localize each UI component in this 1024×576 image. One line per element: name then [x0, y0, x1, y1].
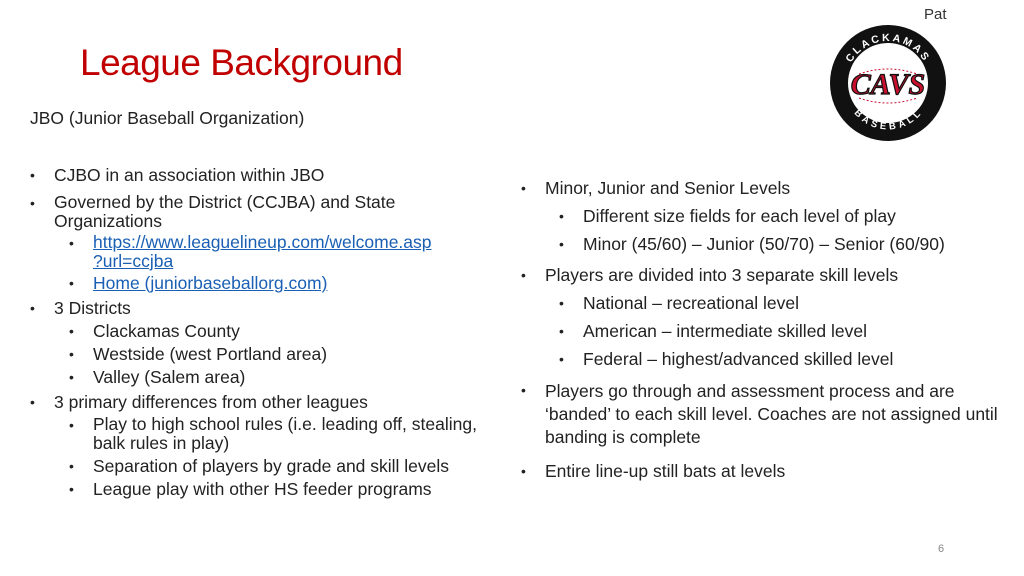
bullet-icon: • [30, 394, 35, 410]
bullet-icon: • [30, 195, 35, 211]
list-item [69, 273, 494, 294]
bullet-icon: • [30, 300, 35, 316]
bullet-icon: • [559, 208, 564, 224]
sub-list [69, 232, 494, 294]
list-item: • Valley (Salem area) [69, 367, 246, 387]
bullet-icon: • [69, 275, 74, 291]
bullet-icon: • [521, 180, 526, 196]
bullet-icon: • [69, 458, 74, 474]
list-item: • 3 primary differences from other leagues • Play to high school rules (i.e. leading off, stealing, balk rules in play) • Separation of players by grade and skill levels • League play with other HS feeder programs [54, 392, 494, 500]
list-item: • Entire line-up still bats at levels [521, 461, 786, 481]
bullet-icon: • [521, 267, 526, 283]
bullet-icon: • [559, 295, 564, 311]
logo-bottom-text: BASEBALL [851, 107, 925, 133]
bullet-icon: • [521, 463, 526, 479]
home-link[interactable]: Home (juniorbaseballorg.com) [93, 273, 328, 293]
list-item: • Minor (45/60) – Junior (50/70) – Senior (60/90) [559, 234, 945, 254]
bullet-icon: • [559, 351, 564, 367]
list-item: • Governed by the District (CCJBA) and State Organizations • https://www.leaguelineup.com/welcome.asp ?url=ccjba • Home (juniorbaseballorg.com) [54, 193, 494, 294]
bullet-icon: • [69, 417, 74, 433]
list-item: • 3 Districts • Clackamas County • Westside (west Portland area) • Valley (Salem area) [54, 298, 494, 388]
bullet-icon: • [69, 346, 74, 362]
list-item: • CJBO in an association within JBO [30, 165, 325, 185]
leaguelineup-link[interactable]: https://www.leaguelineup.com/welcome.asp ?url=ccjba [93, 232, 432, 271]
logo-top-text: CLACKAMAS [843, 31, 933, 65]
logo-main-text: CAVS [850, 68, 926, 101]
slide-subtitle: JBO (Junior Baseball Organization) [30, 108, 305, 128]
list-item: • National – recreational level [559, 293, 799, 313]
list-item: • Westside (west Portland area) [69, 344, 328, 364]
list-item: • Minor, Junior and Senior Levels • Different size fields for each level of play • Minor (45/60) – Junior (50/70) – Senior (60/90) [545, 178, 1015, 255]
author-label: Pat [924, 6, 947, 23]
bullet-icon: • [559, 236, 564, 252]
slide-title: League Background [80, 42, 403, 83]
list-item: • Federal – highest/advanced skilled level [559, 349, 894, 369]
sub-list [69, 321, 494, 388]
sub-list [69, 414, 494, 500]
bullet-icon: • [69, 369, 74, 385]
bullet-icon: • [30, 167, 35, 183]
bullet-icon: • [559, 323, 564, 339]
sub-list [559, 206, 1015, 255]
list-item: • Separation of players by grade and skill levels [69, 456, 450, 476]
right-bullet-list [521, 178, 1015, 492]
sub-list [559, 293, 1015, 370]
list-item: • Clackamas County [69, 321, 240, 341]
list-item: • Play to high school rules (i.e. leading off, stealing, balk rules in play) [69, 414, 477, 453]
list-item: • American – intermediate skilled level [559, 321, 868, 341]
page-number: 6 [938, 543, 945, 555]
list-item [69, 232, 494, 271]
list-item: • Players go through and assessment process and are ‘banded’ to each skill level. Coaches are not assigned until banding is complete [521, 381, 998, 447]
bullet-icon: • [69, 323, 74, 339]
bullet-icon: • [69, 235, 74, 251]
list-item: • Different size fields for each level of play [559, 206, 896, 226]
clackamas-cavs-logo [829, 24, 947, 142]
left-bullet-list [30, 165, 494, 507]
bullet-icon: • [69, 481, 74, 497]
list-item: • League play with other HS feeder programs [69, 479, 432, 499]
list-item: • Players are divided into 3 separate skill levels • National – recreational level • American – intermediate skilled level • Federal – highest/advanced skilled level [545, 265, 1015, 370]
bullet-icon: • [521, 382, 526, 398]
